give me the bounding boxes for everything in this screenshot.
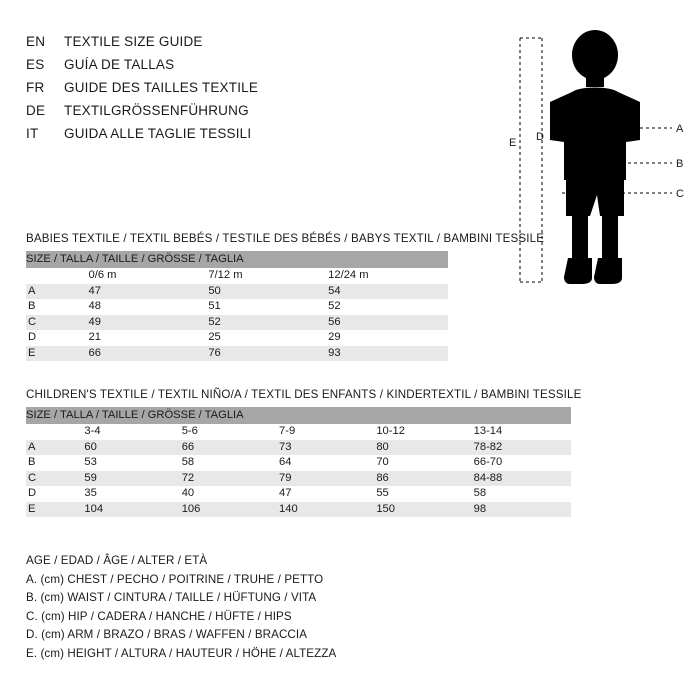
table-row (26, 471, 571, 487)
babies-row-4-v0: 66 (89, 346, 209, 362)
children-row-4-v2: 140 (279, 502, 376, 518)
children-row-2-label: C (26, 471, 84, 487)
children-row-3-v0: 35 (84, 486, 181, 502)
babies-section-title: BABIES TEXTILE / TEXTIL BEBÉS / TESTILE DES BÉBÉS / BABYS TEXTIL / BAMBINI TESSILE (26, 232, 545, 245)
legend-block (26, 552, 336, 663)
babies-row-4-v2: 93 (328, 346, 448, 362)
legend-line-hip: C. (cm) HIP / CADERA / HANCHE / HÜFTE / HIPS (26, 609, 292, 623)
children-section-title: CHILDREN'S TEXTILE / TEXTIL NIÑO/A / TEXTIL DES ENFANTS / KINDERTEXTIL / BAMBINI TESSILE (26, 388, 582, 401)
title-lang-fr: FR (26, 80, 45, 95)
babies-row-0-v1: 50 (208, 284, 328, 300)
table-row (26, 502, 571, 518)
table-row (26, 315, 448, 331)
children-row-4-v1: 106 (182, 502, 279, 518)
babies-row-1-v1: 51 (208, 299, 328, 315)
babies-row-1-v0: 48 (89, 299, 209, 315)
children-band-row (26, 407, 571, 424)
babies-col-0: 0/6 m (89, 268, 209, 284)
marker-d-label: D (536, 131, 544, 143)
children-row-2-v3: 86 (376, 471, 473, 487)
children-row-3-v2: 47 (279, 486, 376, 502)
babies-band-label: SIZE / TALLA / TAILLE / GRÖSSE / TAGLIA (26, 251, 448, 268)
children-row-2-v0: 59 (84, 471, 181, 487)
children-band-label: SIZE / TALLA / TAILLE / GRÖSSE / TAGLIA (26, 407, 571, 424)
children-row-2-v2: 79 (279, 471, 376, 487)
marker-e-label: E (509, 137, 517, 149)
table-row (26, 330, 448, 346)
title-lang-es: ES (26, 57, 45, 72)
children-row-1-v0: 53 (84, 455, 181, 471)
table-row (26, 486, 571, 502)
children-row-0-label: A (26, 440, 84, 456)
babies-row-2-v2: 56 (328, 315, 448, 331)
babies-section (26, 232, 545, 361)
children-row-4-v3: 150 (376, 502, 473, 518)
marker-a-label: A (676, 123, 684, 135)
babies-row-2-v0: 49 (89, 315, 209, 331)
children-col-3: 10-12 (376, 424, 473, 440)
marker-b-label: B (676, 158, 684, 170)
children-col-corner (26, 424, 84, 440)
children-row-2-v4: 84-88 (474, 471, 571, 487)
children-row-4-v0: 104 (84, 502, 181, 518)
babies-row-4-label: E (26, 346, 89, 362)
children-table (26, 407, 571, 517)
babies-col-corner (26, 268, 89, 284)
children-row-3-label: D (26, 486, 84, 502)
children-row-0-v0: 60 (84, 440, 181, 456)
legend-line-age: AGE / EDAD / ÂGE / ALTER / ETÀ (26, 554, 208, 567)
children-col-1: 5-6 (182, 424, 279, 440)
babies-row-3-v0: 21 (89, 330, 209, 346)
title-lang-de: DE (26, 103, 46, 118)
table-row (26, 440, 571, 456)
babies-row-0-v0: 47 (89, 284, 209, 300)
babies-row-3-v1: 25 (208, 330, 328, 346)
child-silhouette-diagram (500, 20, 685, 290)
children-col-2: 7-9 (279, 424, 376, 440)
children-row-2-v1: 72 (182, 471, 279, 487)
legend-line-waist: B. (cm) WAIST / CINTURA / TAILLE / HÜFTUNG / VITA (26, 591, 317, 604)
babies-band-row (26, 251, 448, 268)
babies-row-1-v2: 52 (328, 299, 448, 315)
children-row-0-v2: 73 (279, 440, 376, 456)
children-row-1-v2: 64 (279, 455, 376, 471)
children-col-4: 13-14 (474, 424, 571, 440)
title-lang-en: EN (26, 34, 46, 49)
silhouette-shape (550, 30, 640, 284)
title-row-es (26, 57, 456, 80)
babies-row-2-label: C (26, 315, 89, 331)
babies-row-0-label: A (26, 284, 89, 300)
legend-line-arm: D. (cm) ARM / BRAZO / BRAS / WAFFEN / BRACCIA (26, 628, 308, 641)
title-text-en: TEXTILE SIZE GUIDE (64, 34, 203, 49)
legend-line-height: E. (cm) HEIGHT / ALTURA / HAUTEUR / HÖHE / ALTEZZA (26, 646, 337, 660)
title-row-de (26, 103, 456, 126)
babies-row-2-v1: 52 (208, 315, 328, 331)
babies-table (26, 251, 448, 361)
babies-row-4-v1: 76 (208, 346, 328, 362)
children-row-3-v4: 58 (474, 486, 571, 502)
babies-col-1: 7/12 m (208, 268, 328, 284)
table-row (26, 299, 448, 315)
children-row-0-v1: 66 (182, 440, 279, 456)
babies-row-0-v2: 54 (328, 284, 448, 300)
legend-line-chest: A. (cm) CHEST / PECHO / POITRINE / TRUHE / PETTO (26, 572, 324, 586)
babies-row-3-v2: 29 (328, 330, 448, 346)
title-row-fr (26, 80, 456, 103)
children-row-3-v1: 40 (182, 486, 279, 502)
title-text-es: GUÍA DE TALLAS (64, 57, 175, 72)
title-text-fr: GUIDE DES TAILLES TEXTILE (64, 80, 259, 95)
title-row-en (26, 34, 456, 57)
title-lang-it: IT (26, 126, 39, 141)
title-block (26, 34, 456, 149)
title-row-it (26, 126, 456, 149)
babies-column-header-row (26, 268, 448, 284)
babies-row-1-label: B (26, 299, 89, 315)
children-row-4-label: E (26, 502, 84, 518)
children-section (26, 388, 582, 517)
children-row-1-v4: 66-70 (474, 455, 571, 471)
children-row-4-v4: 98 (474, 502, 571, 518)
title-text-it: GUIDA ALLE TAGLIE TESSILI (64, 126, 252, 141)
children-column-header-row (26, 424, 571, 440)
table-row (26, 346, 448, 362)
table-row (26, 284, 448, 300)
babies-row-3-label: D (26, 330, 89, 346)
marker-c-label: C (676, 188, 684, 200)
children-row-1-v3: 70 (376, 455, 473, 471)
title-text-de: TEXTILGRÖSSENFÜHRUNG (64, 103, 249, 118)
children-row-1-label: B (26, 455, 84, 471)
children-row-0-v4: 78-82 (474, 440, 571, 456)
children-row-1-v1: 58 (182, 455, 279, 471)
babies-col-2: 12/24 m (328, 268, 448, 284)
table-row (26, 455, 571, 471)
children-row-0-v3: 80 (376, 440, 473, 456)
children-row-3-v3: 55 (376, 486, 473, 502)
children-col-0: 3-4 (84, 424, 181, 440)
